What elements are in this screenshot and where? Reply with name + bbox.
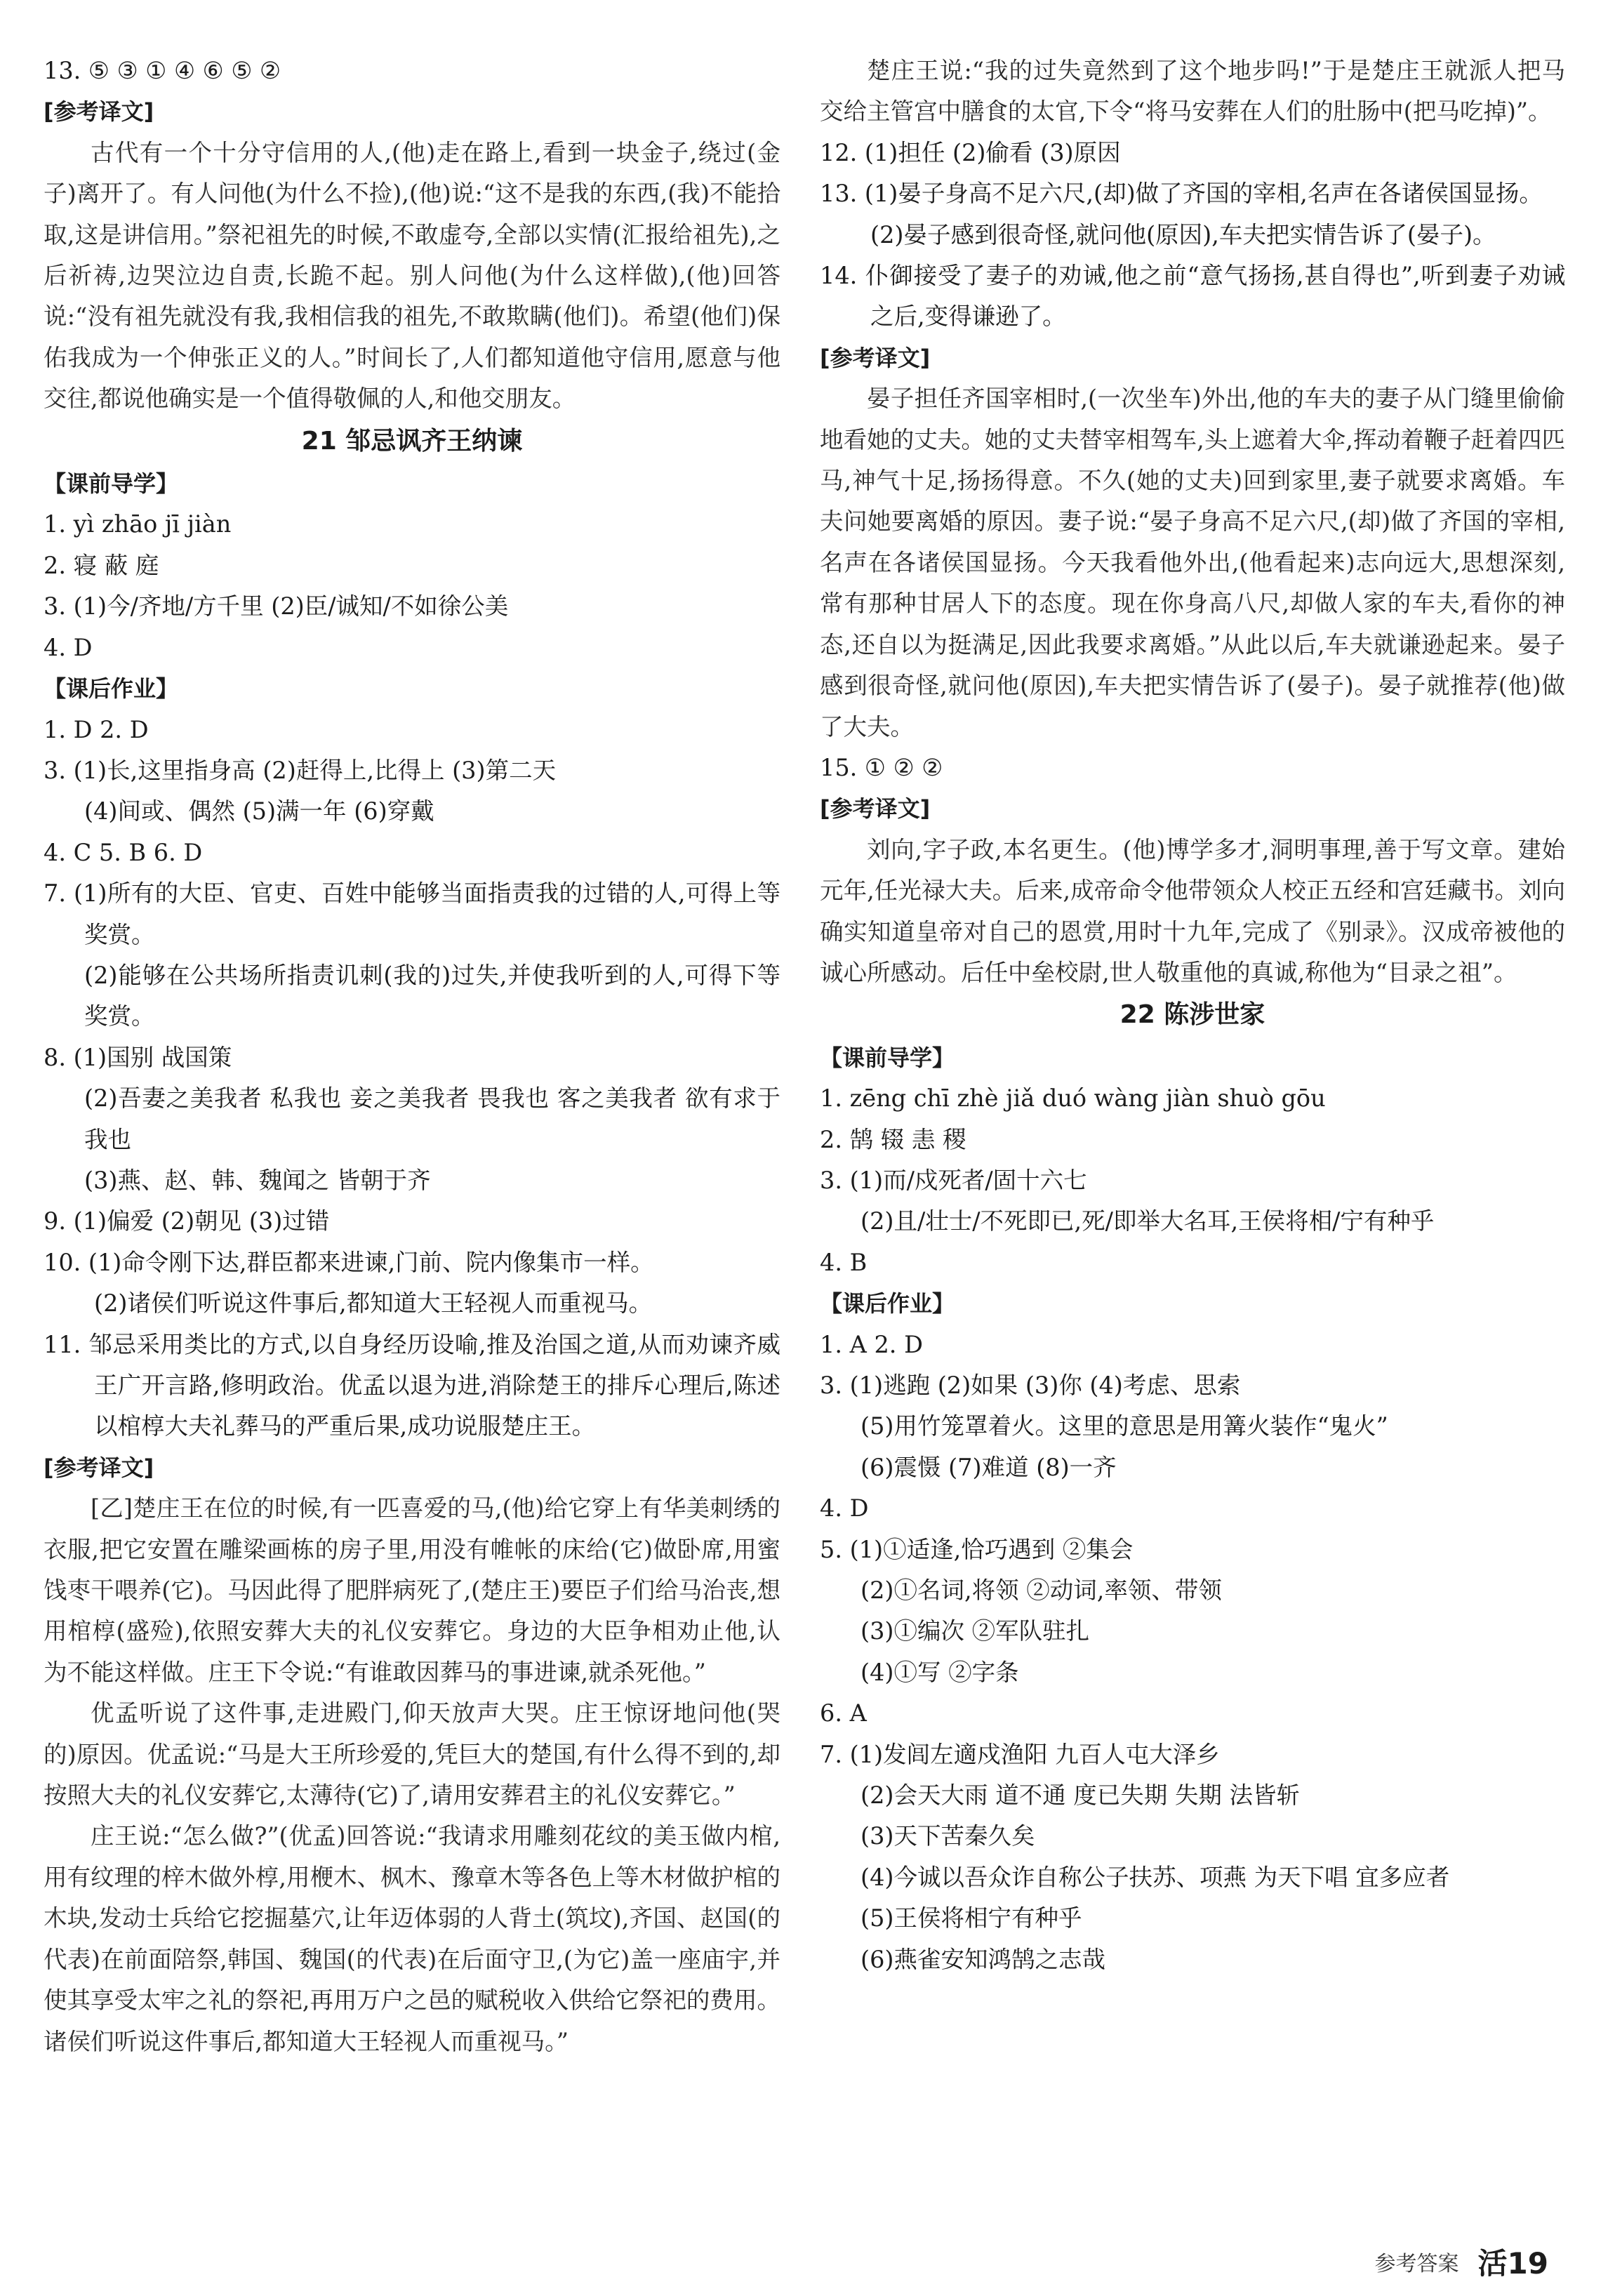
left-line-18: (3)燕、赵、韩、魏闻之 皆朝于齐 — [84, 1166, 431, 1194]
left-line-5: 1. yì zhāo jī jiàn — [44, 510, 232, 538]
left-line-16: 8. (1)国别 战国策 — [44, 1043, 232, 1071]
right-line-24: (2)①名词,将领 ②动词,率领、带领 — [861, 1577, 1222, 1605]
right-line-32: (5)王侯将相宁有种乎 — [861, 1904, 1082, 1932]
right-line-28: 7. (1)发闾左適戍渔阳 九百人屯大泽乡 — [820, 1740, 1220, 1768]
left-line-1: [参考译文] — [44, 98, 154, 126]
right-line-26: (4)①写 ②字条 — [861, 1658, 1019, 1686]
left-line-2: 古代有一个十分守信用的人,(他)走在路上,看到一块金子,绕过(金子)离开了。有人问他(为什么不捡),(他)说:“这不是我的东西,(我)不能拾取,这是讲信用。”祭祀祖先的时候,不敢虚夸,全部以实情(汇报给祖先),之后祈祷,边哭泣边自责,长跪不起。别人问他(为什么这样做),(他)回答说:“没有祖先就没有我,我相信我的祖先,不敢欺瞒(他们)。希望(他们)保佑我成为一个伸张正义的人。”时间长了,人们都知道他守信用,愿意与他交往,都说他确实是一个值得敬佩的人,和他交朋友。 — [44, 138, 780, 413]
left-line-7: 3. (1)今/齐地/方千里 (2)臣/诚知/不如徐公美 — [44, 592, 509, 621]
left-line-22: 11. 邹忌采用类比的方式,以自身经历设喻,推及治国之道,从而劝谏齐威王广开言路,修明政治。优孟以退为进,消除楚王的排斥心理后,陈述以棺椁大夫礼葬马的严重后果,成功说服楚庄王。 — [44, 1330, 780, 1440]
left-line-3: 21 邹忌讽齐王纳谏 — [301, 426, 523, 456]
right-line-30: (3)天下苦秦久矣 — [861, 1822, 1035, 1850]
right-line-18: 1. A 2. D — [820, 1330, 923, 1358]
right-line-2: 13. (1)晏子身高不足六尺,(却)做了齐国的宰相,名声在各诸侯国显扬。 — [820, 180, 1543, 208]
right-line-3: (2)晏子感到很奇怪,就问他(原因),车夫把实情告诉了(晏子)。 — [870, 220, 1496, 248]
right-line-21: (6)震慑 (7)难道 (8)一齐 — [861, 1453, 1117, 1481]
left-line-11: 3. (1)长,这里指身高 (2)赶得上,比得上 (3)第二天 — [44, 756, 557, 784]
left-line-9: 【课后作业】 — [44, 675, 179, 703]
right-line-0: 楚庄王说:“我的过失竟然到了这个地步吗!”于是楚庄王就派人把马交给主管宫中膳食的太官,下令“将马安葬在人们的肚肠中(把马吃掉)”。 — [820, 57, 1565, 126]
left-line-12: (4)间或、偶然 (5)满一年 (6)穿戴 — [84, 797, 434, 825]
right-line-29: (2)会天大雨 道不通 度已失期 失期 法皆斩 — [861, 1781, 1301, 1810]
left-line-0: 13. ⑤ ③ ① ④ ⑥ ⑤ ② — [44, 57, 281, 84]
right-line-23: 5. (1)①适逢,恰巧遇到 ②集会 — [820, 1535, 1134, 1563]
left-line-6: 2. 寝 蔽 庭 — [44, 551, 159, 579]
right-line-31: (4)今诚以吾众诈自称公子扶苏、项燕 为天下唱 宜多应者 — [861, 1863, 1450, 1891]
left-line-8: 4. D — [44, 633, 93, 661]
left-line-23: [参考译文] — [44, 1454, 154, 1481]
right-line-20: (5)用竹笼罩着火。这里的意思是用篝火装作“鬼火” — [861, 1412, 1388, 1440]
page-footer — [1374, 2241, 1548, 2283]
right-line-27: 6. A — [820, 1699, 867, 1727]
left-line-13: 4. C 5. B 6. D — [44, 838, 203, 866]
right-line-25: (3)①编次 ②军队驻扎 — [861, 1617, 1090, 1645]
right-line-33: (6)燕雀安知鸿鹄之志哉 — [861, 1945, 1105, 1973]
left-line-14: 7. (1)所有的大臣、官吏、百姓中能够当面指责我的过错的人,可得上等奖赏。 — [44, 880, 780, 948]
left-line-24: [乙]楚庄王在位的时候,有一匹喜爱的马,(他)给它穿上有华美刺绣的衣服,把它安置在雕梁画栋的房子里,用没有帷帐的床给(它)做卧席,用蜜饯枣干喂养(它)。马因此得了肥胖病死了,(楚庄王)要臣子们给马治丧,想用棺椁(盛殓),依照安葬大夫的礼仪安葬它。身边的大臣争相劝止他,认为不能这样做。庄王下令说:“有谁敢因葬马的事进谏,就杀死他。” — [44, 1494, 780, 1686]
right-line-10: 22 陈涉世家 — [1119, 1000, 1265, 1030]
footer-label: 参考答案 — [1374, 2252, 1459, 2276]
right-line-12: 1. zēng chī zhè jiǎ duó wàng jiàn shuò gōu — [820, 1084, 1326, 1113]
right-line-4: 14. 仆御接受了妻子的劝诫,他之前“意气扬扬,甚自得也”,听到妻子劝诫之后,变得谦逊了。 — [820, 262, 1565, 331]
right-line-19: 3. (1)逃跑 (2)如果 (3)你 (4)考虑、思索 — [820, 1372, 1241, 1399]
left-line-25: 优孟听说了这件事,走进殿门,仰天放声大哭。庄王惊讶地问他(哭的)原因。优孟说:“马是大王所珍爱的,凭巨大的楚国,有什么得不到的,却按照大夫的礼仪安葬它,太薄待(它)了,请用安葬君主的礼仪安葬它。” — [44, 1699, 780, 1810]
right-column — [820, 51, 1565, 1980]
left-line-26: 庄王说:“怎么做?”(优孟)回答说:“我请求用雕刻花纹的美玉做内棺,用有纹理的梓木做外椁,用楩木、枫木、豫章木等各色上等木材做护棺的木块,发动士兵给它挖掘墓穴,让年迈体弱的人背土(筑坟),齐国、赵国(的代表)在前面陪祭,韩国、魏国(的代表)在后面守卫,(为它)盖一座庙宇,并使其享受太牢之礼的祭祀,再用万户之邑的赋税收入供给它祭祀的费用。诸侯们听说这件事后,都知道大王轻视人而重视马。” — [44, 1822, 780, 2055]
right-line-9: 刘向,字子政,本名更生。(他)博学多才,洞明事理,善于写文章。建始元年,任光禄大夫。后来,成帝命令他带领众人校正五经和宫廷藏书。刘向确实知道皇帝对自己的恩赏,用时十九年,完成了《别录》。汉成帝被他的诚心所感动。后任中垒校尉,世人敬重他的真诚,称他为“目录之祖”。 — [820, 835, 1565, 986]
right-line-6: 晏子担任齐国宰相时,(一次坐车)外出,他的车夫的妻子从门缝里偷偷地看她的丈夫。她的丈夫替宰相驾车,头上遮着大伞,挥动着鞭子赶着四匹马,神气十足,扬扬得意。不久(她的丈夫)回到家里,妻子就要求离婚。车夫问她要离婚的原因。妻子说:“晏子身高不足六尺,(却)做了齐国的宰相,名声在各诸侯国显扬。今天我看他外出,(他看起来)志向远大,思想深刻,常有那种甘居人下的态度。现在你身高八尺,却做人家的车夫,看你的神态,还自以为挺满足,因此我要求离婚。”从此以后,车夫就谦逊起来。晏子感到很奇怪,就问他(原因),车夫把实情告诉了(晏子)。晏子就推荐(他)做了大夫。 — [820, 385, 1565, 741]
right-line-11: 【课前导学】 — [820, 1044, 955, 1071]
left-line-4: 【课前导学】 — [44, 470, 179, 498]
left-line-10: 1. D 2. D — [44, 715, 149, 743]
left-line-20: 10. (1)命令刚下达,群臣都来进谏,门前、院内像集市一样。 — [44, 1248, 654, 1276]
right-line-16: 4. B — [820, 1248, 868, 1276]
right-line-14: 3. (1)而/戍死者/固十六七 — [820, 1166, 1087, 1194]
right-line-15: (2)且/壮士/不死即已,死/即举大名耳,王侯将相/宁有种乎 — [861, 1207, 1435, 1235]
left-line-19: 9. (1)偏爱 (2)朝见 (3)过错 — [44, 1207, 330, 1235]
right-line-1: 12. (1)担任 (2)偷看 (3)原因 — [820, 138, 1121, 166]
right-line-22: 4. D — [820, 1494, 869, 1522]
left-line-15: (2)能够在公共场所指责讥刺(我的)过失,并使我听到的人,可得下等奖赏。 — [84, 961, 780, 1030]
right-line-17: 【课后作业】 — [820, 1290, 955, 1318]
left-column — [44, 51, 780, 2062]
right-line-8: [参考译文] — [820, 795, 931, 823]
right-line-13: 2. 鹄 辍 恚 稷 — [820, 1125, 966, 1153]
left-line-17: (2)吾妻之美我者 私我也 妾之美我者 畏我也 客之美我者 欲有求于我也 — [84, 1084, 780, 1153]
page-number: 活19 — [1477, 2246, 1548, 2281]
left-line-21: (2)诸侯们听说这件事后,都知道大王轻视人而重视马。 — [94, 1289, 653, 1318]
right-line-5: [参考译文] — [820, 344, 931, 371]
right-line-7: 15. ① ② ② — [820, 753, 943, 781]
